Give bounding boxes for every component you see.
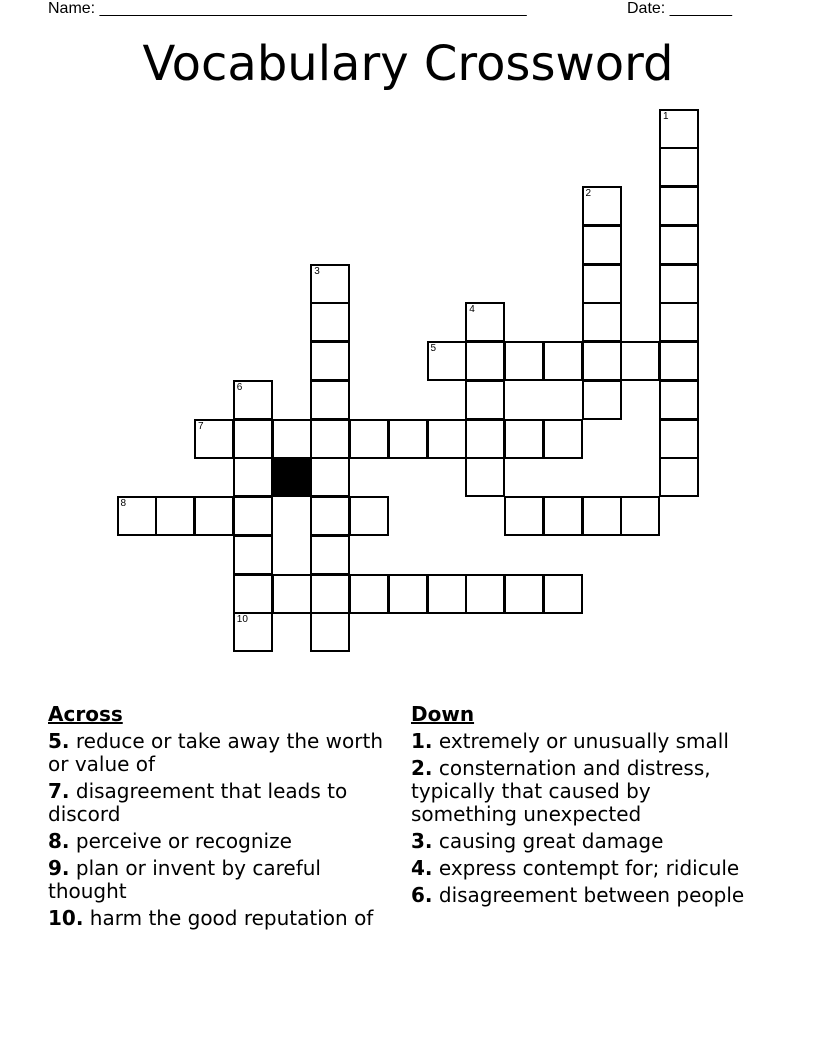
crossword-cell[interactable] [310,419,350,459]
crossword-cell[interactable] [465,380,505,420]
crossword-cell[interactable] [620,496,660,536]
cell-number: 2 [585,188,592,199]
crossword-cell[interactable] [582,341,622,381]
header [48,0,748,20]
cell-number: 5 [430,343,437,354]
crossword-cell[interactable] [659,109,699,149]
crossword-cell[interactable] [582,264,622,304]
crossword-cell[interactable] [465,419,505,459]
crossword-cell[interactable] [427,341,467,381]
crossword-cell[interactable] [272,574,312,614]
crossword-cell[interactable] [310,612,350,652]
down-clue: 2. consternation and distress, typically that caused by something unexpected [411,756,711,826]
crossword-cell[interactable] [543,341,583,381]
crossword-cell[interactable] [543,496,583,536]
cell-number: 1 [663,110,669,122]
crossword-cell[interactable] [349,419,389,459]
crossword-cell[interactable] [233,457,273,497]
cell-number: 10 [236,614,248,626]
crossword-cell[interactable] [388,419,428,459]
crossword-cell[interactable] [194,419,234,459]
crossword-cell[interactable] [427,419,467,459]
crossword-cell[interactable] [310,341,350,381]
crossword-cell[interactable] [659,419,699,459]
across-clue: 8. perceive or recognize [48,829,292,853]
cell-number: 6 [236,381,243,393]
crossword-cell[interactable] [582,186,622,226]
name-field-label: Name: ________________________________________________ [48,0,527,17]
crossword-cell[interactable] [310,302,350,342]
down-heading: Down [411,702,475,726]
cell-number: 8 [120,498,127,509]
crossword-cell[interactable] [620,341,660,381]
crossword-cell[interactable] [582,225,622,265]
crossword-cell[interactable] [427,574,467,614]
across-clue: 10. harm the good reputation of [48,906,374,930]
crossword-cell[interactable] [310,535,350,575]
crossword-cell[interactable] [233,496,273,536]
crossword-cell[interactable] [659,457,699,497]
across-clue: 7. disagreement that leads to discord [48,779,348,826]
crossword-cell[interactable] [233,535,273,575]
crossword-cell[interactable] [272,419,312,459]
crossword-cell[interactable] [659,380,699,420]
down-clue: 4. express contempt for; ridicule [411,856,740,880]
crossword-cell[interactable] [194,496,234,536]
crossword-cell[interactable] [504,496,544,536]
crossword-cell[interactable] [659,147,699,187]
crossword-cell[interactable] [659,341,699,381]
down-clue: 3. causing great damage [411,829,664,853]
crossword-cell[interactable] [504,419,544,459]
cell-number: 4 [469,304,475,316]
down-clue: 1. extremely or unusually small [411,729,729,753]
cell-number: 3 [314,265,320,277]
date-field-label: Date: _______ [627,0,732,17]
down-clue: 6. disagreement between people [411,883,745,907]
crossword-cell[interactable] [465,341,505,381]
crossword-cell[interactable] [117,496,157,536]
crossword-cell[interactable] [659,186,699,226]
crossword-cell[interactable] [504,574,544,614]
crossword-black-cell [272,457,312,497]
crossword-cell[interactable] [310,457,350,497]
crossword-cell[interactable] [233,574,273,614]
across-heading: Across [48,702,123,726]
crossword-cell[interactable] [582,302,622,342]
crossword-cell[interactable] [582,496,622,536]
crossword-cell[interactable] [233,380,273,420]
crossword-cell[interactable] [582,380,622,420]
crossword-cell[interactable] [543,419,583,459]
crossword-cell[interactable] [659,264,699,304]
crossword-cell[interactable] [310,264,350,304]
crossword-cell[interactable] [465,574,505,614]
crossword-cell[interactable] [310,380,350,420]
crossword-cell[interactable] [543,574,583,614]
crossword-cell[interactable] [388,574,428,614]
crossword-cell[interactable] [233,612,273,652]
crossword-cell[interactable] [155,496,195,536]
across-clue: 5. reduce or take away the worth or value of [48,729,384,776]
crossword-cell[interactable] [310,496,350,536]
crossword-cell[interactable] [310,574,350,614]
across-clues [48,702,398,934]
crossword-cell[interactable] [465,302,505,342]
crossword-cell[interactable] [659,302,699,342]
page-title: Vocabulary Crossword [142,36,674,92]
crossword-cell[interactable] [233,419,273,459]
down-clues [411,702,761,911]
across-clue: 9. plan or invent by careful thought [48,856,321,903]
crossword-cell[interactable] [349,574,389,614]
crossword-cell[interactable] [465,457,505,497]
crossword-cell[interactable] [349,496,389,536]
crossword-cell[interactable] [504,341,544,381]
cell-number: 7 [198,420,204,432]
crossword-cell[interactable] [659,225,699,265]
